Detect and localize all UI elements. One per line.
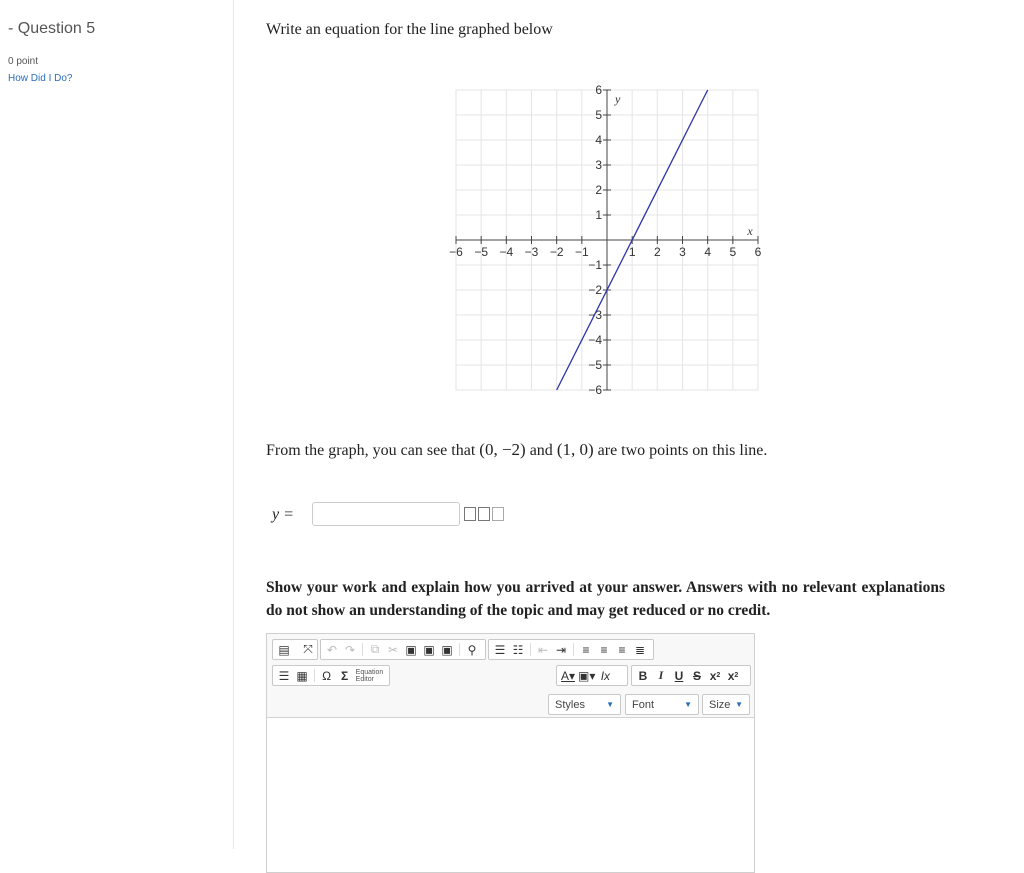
answer-label: y = bbox=[272, 506, 294, 523]
editor-content-area[interactable] bbox=[267, 718, 754, 868]
toolbar-separator bbox=[573, 643, 574, 656]
underline-icon[interactable]: U bbox=[674, 668, 684, 683]
y-tick-label: 3 bbox=[595, 158, 602, 172]
toolbar-group-document bbox=[272, 639, 318, 660]
size-dropdown-label: Size bbox=[709, 698, 731, 711]
y-tick-label: −2 bbox=[588, 283, 602, 297]
chevron-down-icon: ▼ bbox=[684, 700, 692, 709]
chevron-down-icon: ▼ bbox=[606, 700, 614, 709]
y-tick-label: 1 bbox=[595, 208, 602, 222]
bold-icon[interactable]: B bbox=[638, 668, 648, 683]
y-tick-label: 4 bbox=[595, 133, 602, 147]
toolbar-group-clipboard bbox=[320, 639, 486, 660]
answer-input[interactable] bbox=[312, 502, 460, 526]
question-title[interactable]: - Question 5 bbox=[8, 20, 96, 37]
superscript-icon[interactable]: x 2 bbox=[727, 668, 739, 683]
align-left-icon[interactable]: ≡ bbox=[582, 642, 590, 657]
document-icon[interactable] bbox=[492, 507, 504, 521]
toolbar-group-insert bbox=[272, 665, 390, 686]
sentence-end: are two points on this line. bbox=[593, 442, 768, 459]
question-prompt: Write an equation for the line graphed below bbox=[266, 21, 553, 38]
preview-icon[interactable] bbox=[464, 507, 476, 521]
point-two: (1, 0) bbox=[556, 440, 594, 459]
y-tick-label: 5 bbox=[595, 108, 602, 122]
toolbar-separator bbox=[530, 643, 531, 656]
y-tick-label: −3 bbox=[588, 308, 602, 322]
rich-text-editor bbox=[266, 633, 755, 873]
x-tick-label: −5 bbox=[474, 245, 489, 259]
y-tick-label: −1 bbox=[588, 258, 602, 272]
numbered-list-icon[interactable]: ☰ bbox=[494, 642, 506, 657]
answer-tools bbox=[464, 507, 504, 521]
line-graph bbox=[448, 84, 768, 404]
y-tick-label: −4 bbox=[588, 333, 602, 347]
how-did-i-do-link[interactable]: How Did I Do? bbox=[8, 73, 73, 84]
copy-icon[interactable]: ⧉ bbox=[370, 642, 380, 656]
strike-icon[interactable]: S bbox=[692, 668, 701, 683]
help-icon[interactable] bbox=[478, 507, 490, 521]
x-tick-label: 2 bbox=[653, 245, 661, 259]
sentence-and: and bbox=[525, 442, 557, 459]
size-dropdown[interactable] bbox=[702, 694, 750, 715]
y-tick-label: −6 bbox=[588, 383, 602, 397]
x-tick-label: −4 bbox=[499, 245, 514, 259]
equation-editor-label[interactable]: Equation Editor bbox=[355, 668, 384, 683]
y-tick-label: −5 bbox=[588, 358, 602, 372]
toolbar-group-basic-styles bbox=[631, 665, 751, 686]
subscript-icon[interactable]: x 2 bbox=[709, 668, 721, 683]
x-tick-label: −3 bbox=[524, 245, 539, 259]
x-tick-label: 4 bbox=[704, 245, 712, 259]
x-tick-label: 1 bbox=[628, 245, 636, 259]
paste-icon[interactable]: ▣ bbox=[405, 642, 417, 657]
styles-dropdown[interactable] bbox=[548, 694, 621, 715]
omega-icon[interactable]: Ω bbox=[322, 668, 332, 683]
x-tick-label: 5 bbox=[729, 245, 737, 259]
toolbar-separator bbox=[362, 643, 363, 656]
table-icon[interactable]: ▦ bbox=[296, 668, 308, 683]
redo-icon[interactable]: ↷ bbox=[344, 642, 356, 657]
sigma-icon[interactable]: Σ bbox=[341, 668, 349, 683]
sentence-start: From the graph, you can see that bbox=[266, 442, 480, 459]
outdent-icon[interactable]: ⇤ bbox=[537, 642, 549, 657]
x-tick-label: −6 bbox=[449, 245, 463, 259]
undo-icon[interactable]: ↶ bbox=[326, 642, 338, 657]
x-tick-label: −2 bbox=[549, 245, 564, 259]
text-color-icon[interactable]: A▾ bbox=[560, 668, 576, 683]
source-icon[interactable]: ▤ bbox=[278, 642, 290, 657]
paste-text-icon[interactable]: ▣ bbox=[423, 642, 435, 657]
align-right-icon[interactable]: ≡ bbox=[618, 642, 626, 657]
y-tick-label: 6 bbox=[595, 84, 602, 97]
align-center-icon[interactable]: ≡ bbox=[600, 642, 608, 657]
question-points: 0 point bbox=[8, 56, 39, 67]
y-tick-label: 2 bbox=[595, 183, 602, 197]
font-dropdown[interactable] bbox=[625, 694, 699, 715]
italic-icon[interactable]: I bbox=[658, 668, 664, 682]
toolbar-separator bbox=[459, 643, 460, 656]
horizontal-line-icon[interactable]: ☰ bbox=[278, 668, 290, 683]
maximize-icon[interactable]: ⤧ bbox=[303, 642, 313, 656]
justify-icon[interactable]: ≣ bbox=[634, 642, 646, 657]
point-one: (0, −2) bbox=[479, 440, 526, 459]
editor-toolbar bbox=[267, 634, 754, 718]
indent-icon[interactable]: ⇥ bbox=[555, 642, 567, 657]
paste-word-icon[interactable]: ▣ bbox=[441, 642, 453, 657]
remove-format-icon[interactable]: Ix bbox=[600, 668, 611, 683]
x-axis-label: x bbox=[747, 224, 753, 238]
background-color-icon[interactable]: ▣▾ bbox=[578, 668, 596, 683]
styles-dropdown-label: Styles bbox=[555, 698, 585, 711]
question-sidebar bbox=[0, 0, 234, 849]
toolbar-separator bbox=[314, 669, 315, 682]
work-instructions: Show your work and explain how you arrived at your answer. Answers with no relevant explanations do not show an understanding of the topic and may get reduced or no credit. bbox=[266, 579, 945, 619]
bulleted-list-icon[interactable]: ☷ bbox=[512, 642, 524, 657]
chevron-down-icon: ▼ bbox=[735, 700, 743, 709]
find-icon[interactable]: ⚲ bbox=[467, 642, 477, 657]
toolbar-group-paragraph bbox=[488, 639, 654, 660]
toolbar-group-colors bbox=[556, 665, 628, 686]
x-tick-label: 6 bbox=[754, 245, 762, 259]
x-tick-label: 3 bbox=[679, 245, 686, 259]
x-tick-label: −1 bbox=[574, 245, 589, 259]
cut-icon[interactable]: ✂ bbox=[387, 642, 399, 657]
explanation-sentence bbox=[266, 440, 767, 460]
font-dropdown-label: Font bbox=[632, 698, 655, 711]
y-axis-label: y bbox=[615, 92, 621, 106]
